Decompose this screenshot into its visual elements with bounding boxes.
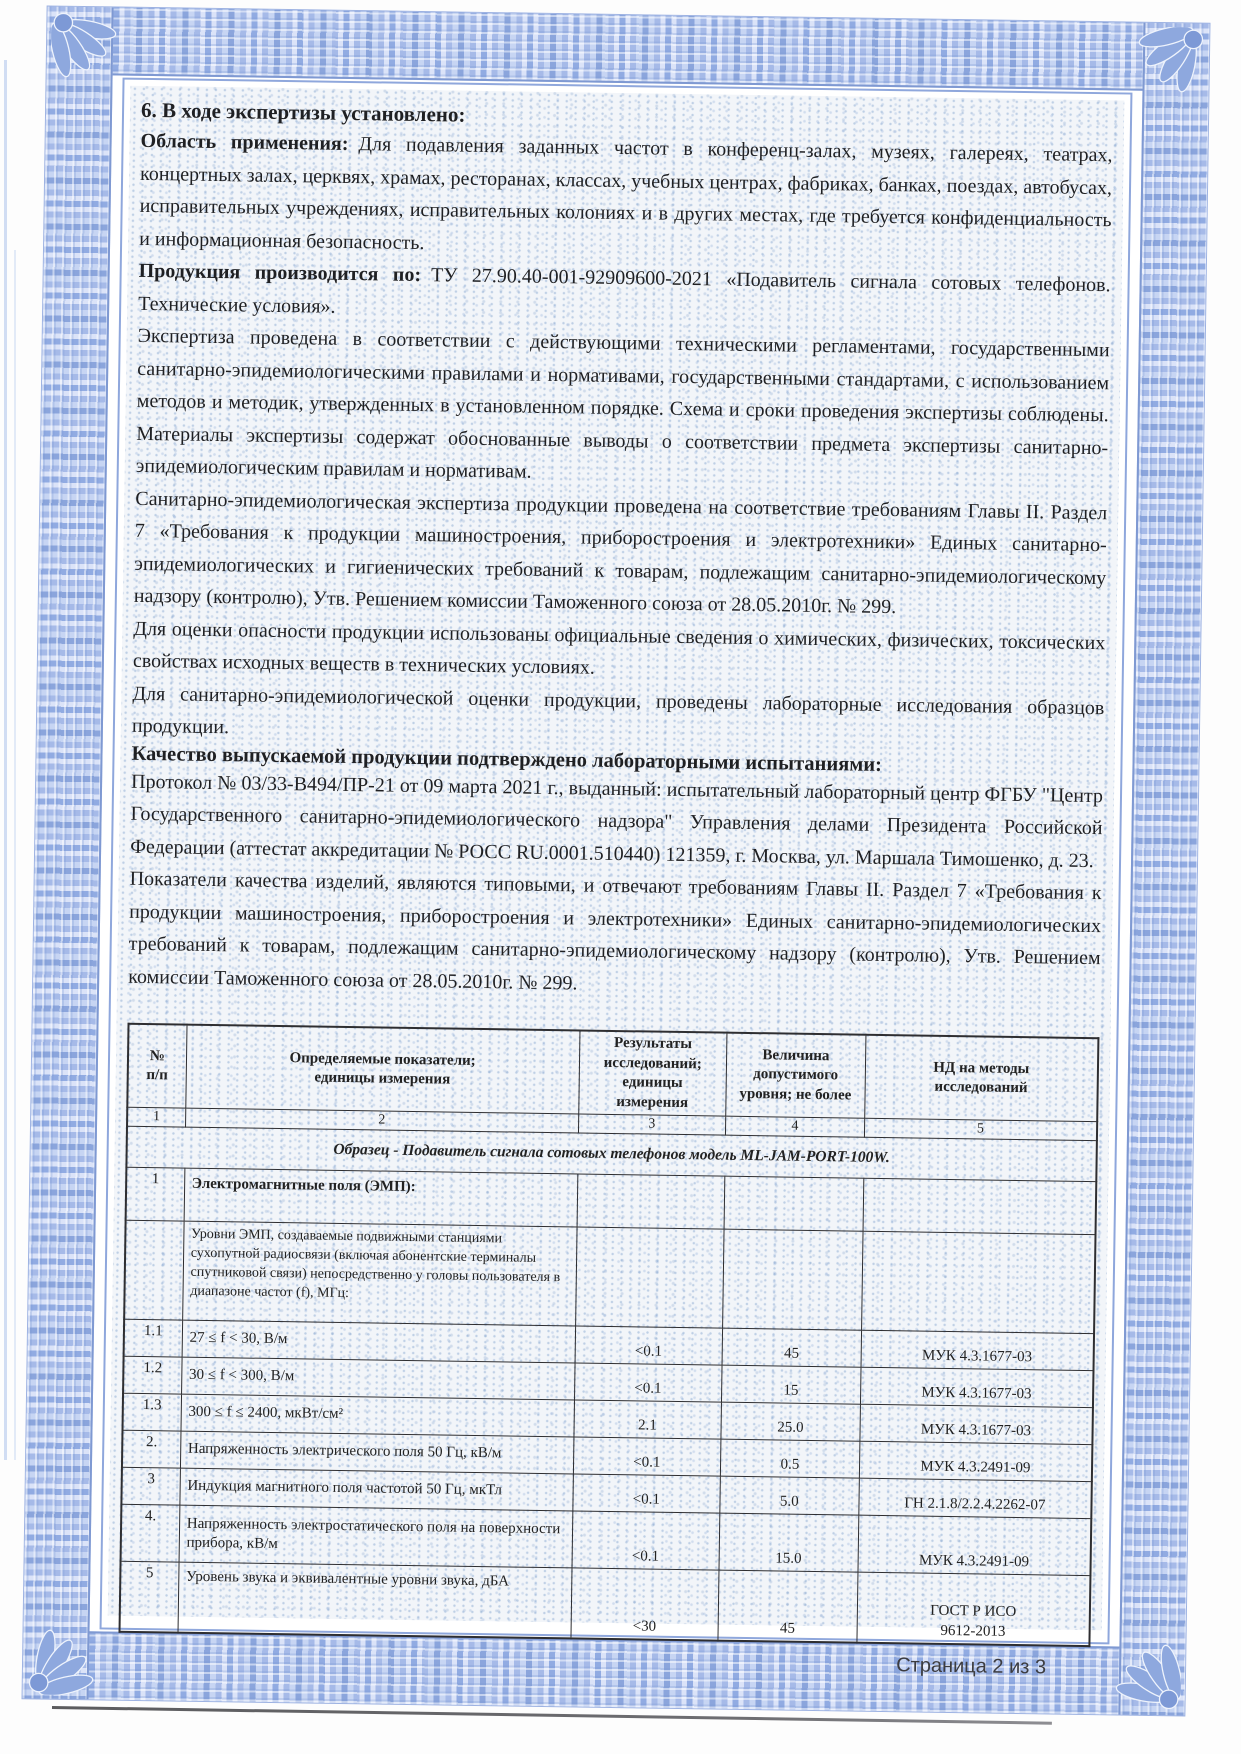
- column-number: 5: [864, 1118, 1097, 1141]
- cell-num: [124, 1220, 184, 1320]
- col-header-method: НД на методы исследований: [864, 1035, 1098, 1122]
- cell-result: <0.1: [572, 1511, 720, 1570]
- corner-ornament-icon: [50, 11, 143, 104]
- page-indicator: Страница 2 из 3: [896, 1654, 1047, 1679]
- paragraph-lead: Продукция производится по:: [138, 259, 422, 287]
- cell-limit: 15: [721, 1365, 860, 1404]
- paragraph-text: ТУ 27.90.40-001-92909600-2021 «Подавитель сигнала сотовых телефонов. Технические условия».: [138, 264, 1111, 318]
- lab-results-table: [118, 1023, 1099, 1648]
- paragraph-text: Для подавления заданных частот в конференц-залах, музеях, галереях, театрах, концертных залах, церквях, храмах, ресторанах, классах, учебных центрах, фабриках, банках, поездах, автобусах, исправительных учреждениях, исправительных колониях и в других местах, где требуется конфиденциальность и информационная безопасность.: [139, 133, 1113, 254]
- cell-result: [575, 1227, 724, 1328]
- column-number: 2: [185, 1108, 578, 1133]
- cell-limit: [723, 1229, 863, 1330]
- paragraph-protocol: [130, 765, 1103, 877]
- scanner-edge-artifact: [4, 60, 7, 1460]
- col-header-limit: Величина допустимого уровня; не более: [726, 1033, 866, 1119]
- border-band-right: [1118, 23, 1209, 1716]
- table-header-row: [127, 1024, 1098, 1122]
- border-band-top: [47, 6, 1210, 91]
- cell-method: ГОСТ Р ИСО 9612-2013: [857, 1572, 1091, 1646]
- border-band-left: [23, 6, 114, 1699]
- cell-parameter: 27 ≤ f < 30, В/м: [182, 1320, 575, 1363]
- cell-result: <0.1: [572, 1474, 720, 1513]
- cell-parameter: Напряженность электрического поля 50 Гц, кВ/м: [180, 1431, 573, 1474]
- paragraph-text: Протокол № 03/33-В494/ПР-21 от 09 марта 2021 г., выданный: испытательный лабораторный центр ФГБУ "Центр Государственного санитарно-эпидемиологического надзора" Управления делами Президента Российской Федерации (аттестат аккредитации № РОСС RU.0001.510440) 121359, г. Москва, ул. Маршала Тимошенко, д. 23.: [130, 770, 1104, 872]
- cell-num: 4.: [121, 1504, 180, 1562]
- cell-method: МУК 4.3.1677-03: [861, 1330, 1094, 1370]
- col-header-results: Результаты исследований; единицы измерения: [578, 1030, 727, 1116]
- col-header-num: № п/п: [127, 1024, 186, 1108]
- cell-limit: 25.0: [721, 1402, 860, 1441]
- cell-parameter: Индукция магнитного поля частотой 50 Гц, мкТл: [180, 1468, 573, 1511]
- cell-parameter: Напряженность электростатического поля на поверхности прибора, кВ/м: [179, 1505, 573, 1568]
- quality-heading: Качество выпускаемой продукции подтверждено лабораторными испытаниями:: [131, 742, 883, 776]
- cell-result: <0.1: [574, 1363, 722, 1402]
- cell-result: <30: [570, 1568, 718, 1641]
- paragraph-scope: [139, 125, 1113, 269]
- column-number: 4: [725, 1116, 864, 1137]
- cell-num: 2.: [122, 1430, 181, 1468]
- cell-result: <0.1: [573, 1437, 721, 1476]
- section-heading: 6. В ходе экспертизы установлено:: [140, 97, 466, 127]
- cell-method: МУК 4.3.2491-09: [859, 1441, 1092, 1481]
- cell-limit: [724, 1176, 863, 1231]
- paragraph-text: Санитарно-эпидемиологическая экспертиза продукции проведена на соответствие требованиям Главы II. Раздел 7 «Требования к продукции машиностроения, приборостроения и электротехники» Единых санитарно-эпидемиологических и гигиенических требований к товарам, подлежащим санитарно-эпидемиологическому надзору (контролю), Утв. Решением комиссии Таможенного союза от 28.05.2010г. № 299.: [133, 487, 1108, 619]
- cell-parameter: Уровни ЭМП, создаваемые подвижными станциями сухопутной радиосвязи (включая абонентские терминалы спутниковой связи) непосредственно у головы пользователя в диапазоне частот (f), МГц:: [182, 1221, 576, 1326]
- cell-method: МУК 4.3.1677-03: [860, 1367, 1093, 1407]
- corner-ornament-icon: [1112, 26, 1205, 119]
- paragraph-text: Для оценки опасности продукции использованы официальные сведения о химических, физических, токсических свойствах исходных веществ в технических условиях.: [132, 617, 1106, 679]
- document-body: [108, 86, 1125, 1679]
- cell-num: 1: [126, 1167, 185, 1221]
- column-number: 3: [578, 1114, 726, 1135]
- paragraph-text: Экспертиза проведена в соответствии с действующими техническими регламентами, государственными санитарно-эпидемиологическими правилами и нормативами, государственными стандартами, с использованием методов и методик, утвержденных в установленном порядке. Схема и сроки проведения экспертизы соблюдены. Материалы экспертизы содержат обоснованные выводы о соответствии предмета экспертизы санитарно-эпидемиологическим правилам и нормативам.: [135, 324, 1110, 483]
- table-row: [120, 1561, 1091, 1646]
- paragraph-lead: Область применения:: [140, 129, 349, 155]
- cell-parameter: 30 ≤ f < 300, В/м: [181, 1357, 574, 1400]
- cell-parameter: 300 ≤ f ≤ 2400, мкВт/см²: [181, 1394, 574, 1437]
- cell-num: 1.2: [123, 1356, 182, 1394]
- table-row: [124, 1220, 1095, 1333]
- paragraph-quality-indicators: [128, 863, 1102, 1007]
- cell-method: ГН 2.1.8/2.2.4.2262-07: [858, 1478, 1091, 1518]
- column-number: 1: [127, 1107, 185, 1127]
- certificate-sheet: [21, 5, 1210, 1716]
- cell-num: 3: [121, 1467, 180, 1505]
- cell-result: <0.1: [575, 1326, 723, 1365]
- cell-limit: 45: [718, 1570, 858, 1643]
- paragraph-sanitary: [134, 482, 1108, 626]
- sample-caption: Образец - Подавитель сигнала сотовых телефонов модель ML-JAM-PORT-100W.: [126, 1126, 1097, 1181]
- cell-parameter: Уровень звука и эквивалентные уровни звука, дБА: [178, 1562, 572, 1638]
- cell-method: МУК 4.3.1677-03: [860, 1404, 1093, 1444]
- cell-result: [577, 1174, 725, 1229]
- cell-method: МУК 4.3.2491-09: [858, 1515, 1092, 1575]
- cell-result: 2.1: [573, 1400, 721, 1439]
- col-header-parameter: Определяемые показатели; единицы измерения: [185, 1025, 579, 1114]
- cell-limit: 45: [722, 1328, 861, 1367]
- paragraph-expertise: [136, 320, 1110, 497]
- cell-method: [863, 1178, 1097, 1234]
- cell-num: 1.3: [122, 1393, 181, 1431]
- cell-limit: 5.0: [720, 1476, 859, 1515]
- paragraph-text: Для санитарно-эпидемиологической оценки продукции, проведены лабораторные исследования образцов продукции.: [131, 682, 1105, 739]
- cell-num: 1.1: [124, 1319, 183, 1357]
- cell-limit: 15.0: [719, 1513, 859, 1572]
- cell-parameter: Электромагнитные поля (ЭМП):: [184, 1168, 578, 1227]
- cell-limit: 0.5: [720, 1439, 859, 1478]
- corner-ornament-icon: [1088, 1618, 1181, 1711]
- corner-ornament-icon: [27, 1602, 120, 1695]
- cell-num: 5: [120, 1561, 179, 1632]
- cell-method: [861, 1231, 1095, 1333]
- paragraph-text: Показатели качества изделий, являются типовыми, и отвечают требованиям Главы II. Раздел 7 «Требования к продукции машиностроения, приборостроения и электротехники» Единых санитарно-эпидемиологических требований к товарам, подлежащим санитарно-эпидемиологическому надзору (контролю), Утв. Решением комиссии Таможенного союза от 28.05.2010г. № 299.: [128, 867, 1102, 994]
- scanner-edge-artifact: [14, 250, 16, 1460]
